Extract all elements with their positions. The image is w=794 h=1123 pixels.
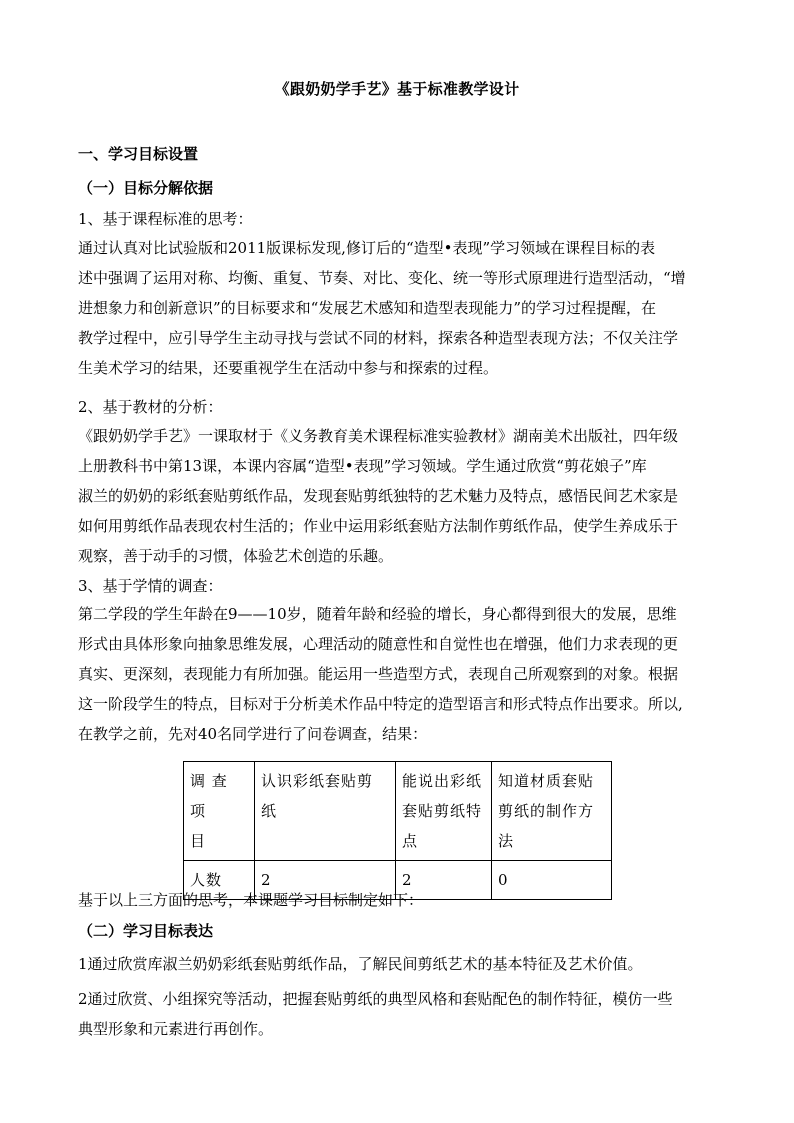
table-cell: 2 [255, 861, 396, 900]
summary-text: 基于以上三方面的思考，本课题学习目标制定如下： [78, 891, 424, 909]
text-line: 在教学之前，先对40名同学进行了问卷调查，结果： [78, 725, 428, 743]
table-cell: 调 查 项 目 [184, 762, 255, 861]
table-cell: 人数 [184, 861, 255, 900]
text-line: 形式由具体形象向抽象思维发展，心理活动的随意性和自觉性也在增强，他们力求表现的更 [78, 635, 679, 653]
survey-table [183, 761, 612, 900]
text-line: 进想象力和创新意识”的目标要求和“发展艺术感知和造型表现能力”的学习过程提醒，在 [78, 299, 657, 317]
paragraph-curriculum [78, 233, 718, 383]
table-cell: 知道材质套贴 剪纸的制作方 法 [492, 762, 612, 861]
text-line: 如何用剪纸作品表现农村生活的；作业中运用彩纸套贴方法制作剪纸作品，使学生养成乐于 [78, 517, 679, 535]
text-line: 教学过程中，应引导学生主动寻找与尝试不同的材料，探索各种造型表现方法；不仅关注学 [78, 329, 679, 347]
text-line: 这一阶段学生的特点，目标对于分析美术作品中特定的造型语言和形式特点作出要求。所以, [78, 695, 683, 713]
item-label-learners: 3、基于学情的调查： [78, 577, 223, 595]
paragraph-learners [78, 599, 718, 749]
text-line: 典型形象和元素进行再创作。 [78, 1020, 274, 1038]
document-title: 《跟奶奶学手艺》基于标准教学设计 [274, 80, 520, 98]
subsection-heading-goals: （二）学习目标表达 [78, 922, 214, 940]
item-label-curriculum: 1、基于课程标准的思考： [78, 210, 253, 228]
text-line: 真实、更深刻，表现能力有所加强。能运用一些造型方式，表现自己所观察到的对象。根据 [78, 665, 679, 683]
text-line: 生美术学习的结果，还要重视学生在活动中参与和探索的过程。 [78, 359, 499, 377]
text-line: 观察，善于动手的习惯，体验艺术创造的乐趣。 [78, 547, 394, 565]
table-cell: 能说出彩纸 套贴剪纸特 点 [396, 762, 492, 861]
paragraph-textbook [78, 421, 718, 571]
item-label-textbook: 2、基于教材的分析： [78, 398, 223, 416]
table-cell: 0 [492, 861, 612, 900]
table-cell: 2 [396, 861, 492, 900]
goal-2 [78, 984, 718, 1044]
text-line: 第二学段的学生年龄在9——10岁，随着年龄和经验的增长，身心都得到很大的发展，思维 [78, 605, 677, 623]
text-line: 通过认真对比试验版和2011版课标发现,修订后的“造型•表现”学习领域在课程目标的表 [78, 239, 656, 257]
text-line: 《跟奶奶学手艺》一课取材于《义务教育美术课程标准实验教材》湖南美术出版社，四年级 [78, 427, 679, 445]
table-cell: 认识彩纸套贴剪 纸 [255, 762, 396, 861]
text-line: 上册教科书中第13课，本课内容属“造型•表现”学习领域。学生通过欣赏“剪花娘子”库 [78, 457, 647, 475]
text-line: 2通过欣赏、小组探究等活动，把握套贴剪纸的典型风格和套贴配色的制作特征，模仿一些 [78, 990, 673, 1008]
text-line: 述中强调了运用对称、均衡、重复、节奏、对比、变化、统一等形式原理进行造型活动，“增 [78, 269, 686, 287]
goal-1: 1通过欣赏库淑兰奶奶彩纸套贴剪纸作品，了解民间剪纸艺术的基本特征及艺术价值。 [78, 955, 643, 973]
subsection-heading-basis: （一）目标分解依据 [78, 179, 214, 197]
text-line: 淑兰的奶奶的彩纸套贴剪纸作品，发现套贴剪纸独特的艺术魅力及特点，感悟民间艺术家是 [78, 487, 679, 505]
table-row [184, 762, 612, 861]
section-heading-objectives: 一、学习目标设置 [78, 145, 199, 163]
